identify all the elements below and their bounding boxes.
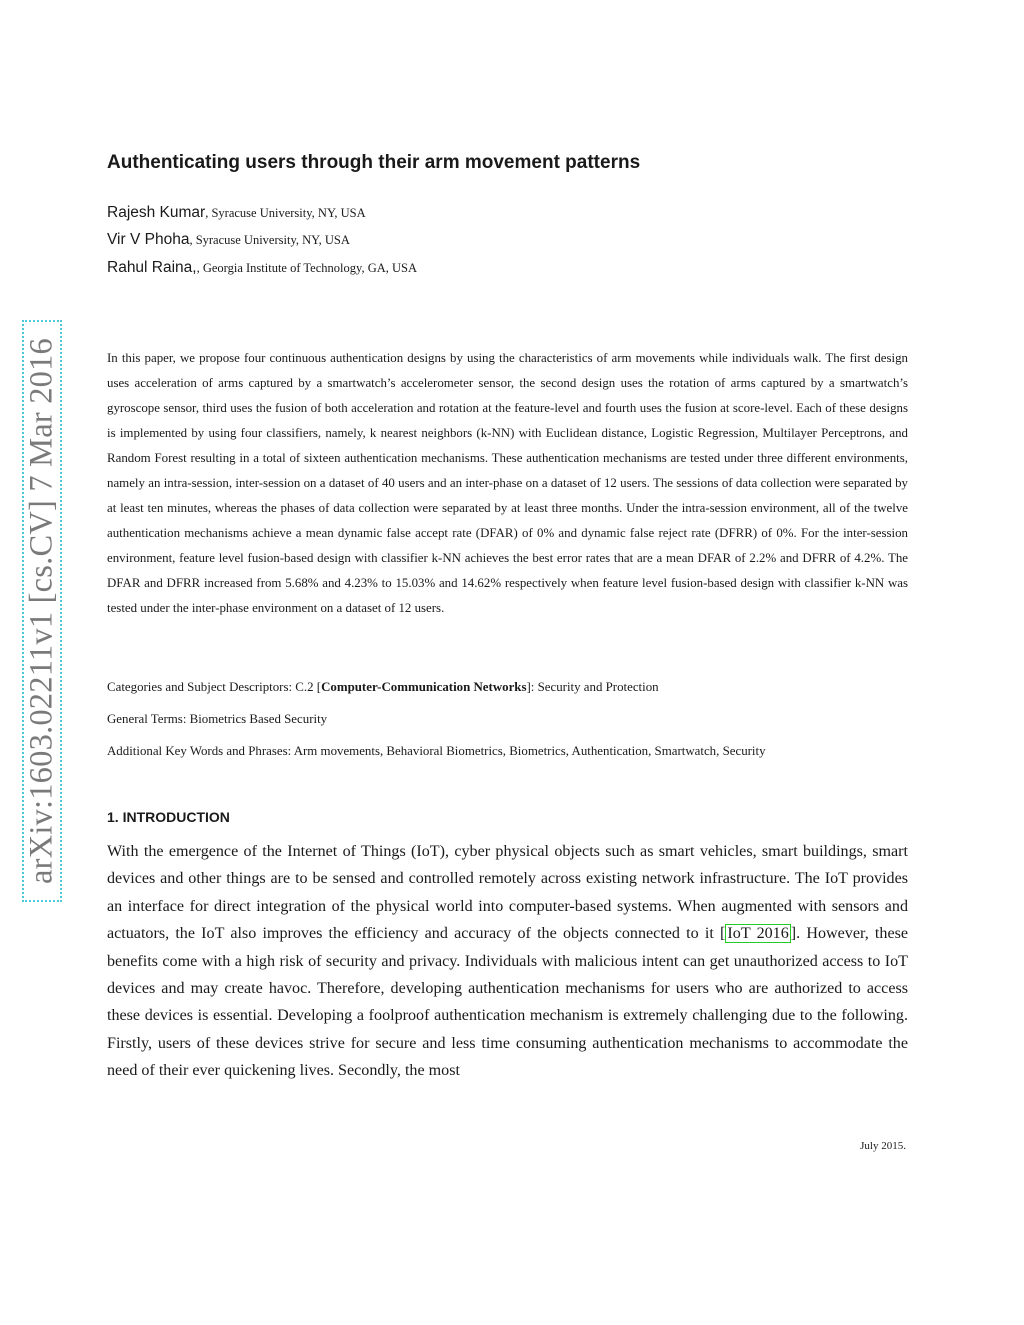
author-name: Rahul Raina, — [107, 259, 197, 276]
intro-text-before-citation: With the emergence of the Internet of Things (IoT), cyber physical objects such as smart vehicles, smart buildings, smart devices and other things are to be sensed and controlled remotely across existing network infrastructure. The IoT provides an interface for direct integration of the physical world into computer-based systems. When augmented with sensors and actuators, the IoT also improves the efficiency and accuracy of the objects connected to it [ — [107, 843, 908, 943]
footer-date: July 2015. — [860, 1140, 906, 1152]
author-line — [107, 259, 417, 277]
arxiv-identifier-text: arXiv:1603.02211v1 [cs.CV] 7 Mar 2016 — [23, 338, 60, 884]
general-terms: General Terms: Biometrics Based Security — [107, 712, 328, 726]
author-name: Rajesh Kumar — [107, 204, 206, 221]
author-affiliation: , Syracuse University, NY, USA — [189, 233, 350, 247]
paper-title: Authenticating users through their arm movement patterns — [107, 152, 641, 173]
introduction-body — [107, 838, 908, 1085]
categories-suffix: ]: Security and Protection — [526, 680, 659, 694]
section-heading: 1. INTRODUCTION — [107, 809, 230, 825]
additional-keywords: Additional Key Words and Phrases: Arm movements, Behavioral Biometrics, Biometrics, Authentication, Smartwatch, Security — [107, 744, 766, 758]
arxiv-identifier-stamp[interactable] — [22, 320, 62, 902]
citation-link[interactable]: IoT 2016 — [727, 925, 789, 943]
author-affiliation: , Georgia Institute of Technology, GA, USA — [196, 261, 418, 275]
intro-text-after-citation: ]. However, these benefits come with a high risk of security and privacy. Individuals with malicious intent can get unauthorized access to IoT devices and may create havoc. Therefore, developing authentication mechanisms for users who are authorized to access these devices is essential. Developing a foolproof authentication mechanism is extremely challenging due to the following. Firstly, users of these devices strive for secure and less time consuming authentication mechanisms to accommodate the need of their ever quickening lives. Secondly, the most — [107, 925, 908, 1080]
categories-descriptors — [107, 680, 908, 695]
author-line — [107, 204, 366, 222]
abstract: In this paper, we propose four continuous authentication designs by using the characteristics of arm movements while individuals walk. The first design uses acceleration of arms captured by a smartwatch’s accelerometer sensor, the second design uses the rotation of arms captured by a smartwatch’s gyroscope sensor, third uses the fusion of both acceleration and rotation at the feature-level and fourth uses the fusion at score-level. Each of these designs is implemented by using four classifiers, namely, k nearest neighbors (k-NN) with Euclidean distance, Logistic Regression, Multilayer Perceptrons, and Random Forest resulting in a total of sixteen authentication mechanisms. These authentication mechanisms are tested under three different environments, namely an intra-session, inter-session on a dataset of 40 users and an inter-phase on a dataset of 12 users. The sessions of data collection were separated by at least ten minutes, whereas the phases of data collection were separated by at least three months. Under the intra-session environment, all of the twelve authentication mechanisms achieve a mean dynamic false accept rate (DFAR) of 0% and dynamic false reject rate (DFRR) of 0%. For the inter-session environment, feature level fusion-based design with classifier k-NN achieves the best error rates that are a mean DFAR of 2.2% and DFRR of 4.2%. The DFAR and DFRR increased from 5.68% and 4.23% to 15.03% and 14.62% respectively when feature level fusion-based design with classifier k-NN was tested under the inter-phase environment on a dataset of 12 users. — [107, 351, 908, 615]
author-line — [107, 231, 350, 249]
categories-bold-term: Computer-Communication Networks — [321, 680, 527, 694]
author-name: Vir V Phoha — [107, 231, 190, 248]
author-affiliation: , Syracuse University, NY, USA — [205, 206, 366, 220]
categories-prefix: Categories and Subject Descriptors: C.2 [ — [107, 680, 322, 694]
